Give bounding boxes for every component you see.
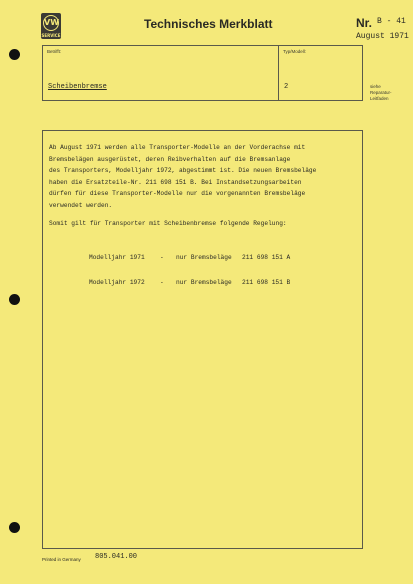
table-divider bbox=[278, 46, 279, 100]
type-label: Typ/Modell: bbox=[283, 49, 307, 54]
document-title: Technisches Merkblatt bbox=[144, 17, 273, 31]
body-line: verwendet werden. bbox=[49, 201, 113, 209]
logo-word: SERVICE bbox=[41, 33, 61, 38]
type-value: 2 bbox=[284, 83, 289, 91]
punch-hole bbox=[9, 522, 20, 533]
subject-value: Scheibenbremse bbox=[48, 83, 107, 91]
info-table bbox=[42, 45, 363, 101]
rule-year: Modelljahr 1971 bbox=[89, 254, 145, 261]
body-line: haben die Ersatzteile-Nr. 211 698 151 B. Bei Instandsetzungsarbeiten bbox=[49, 178, 302, 186]
rule-part: 211 698 151 A bbox=[242, 254, 291, 261]
side-note-line: Leitfaden bbox=[370, 96, 389, 101]
body-line: Somit gilt für Transporter mit Scheibenbremse folgende Regelung: bbox=[49, 220, 287, 227]
rule-text: nur Bremsbeläge bbox=[176, 254, 232, 261]
body-line: des Transporters, Modelljahr 1972, abgestimmt ist. Die neuen Bremsbeläge bbox=[49, 167, 317, 174]
printed-note: Printed in Germany bbox=[42, 557, 81, 562]
rule-text: nur Bremsbeläge bbox=[176, 279, 232, 286]
number-label: Nr. bbox=[356, 16, 373, 30]
paragraph-2 bbox=[49, 218, 361, 230]
logo-text: VW bbox=[44, 18, 60, 27]
rule-part: 211 698 151 B bbox=[242, 279, 291, 286]
paragraph-1 bbox=[49, 142, 361, 211]
side-note bbox=[370, 84, 392, 102]
body-line: Ab August 1971 werden alle Transporter-Modelle an der Vorderachse mit bbox=[49, 144, 306, 151]
side-note-line: Reparatur- bbox=[370, 90, 392, 95]
vw-service-logo bbox=[41, 13, 61, 39]
body-line: dürfen für diese Transporter-Modelle nur die vorgenannten Bremsbeläge bbox=[49, 190, 306, 197]
punch-hole bbox=[9, 49, 20, 60]
document-number: B - 41 bbox=[377, 17, 406, 26]
side-note-line: siehe bbox=[370, 84, 381, 89]
form-code: 805.041.00 bbox=[95, 553, 138, 561]
content-box bbox=[42, 130, 363, 549]
punch-hole bbox=[9, 294, 20, 305]
subject-label: Betrifft: bbox=[47, 49, 62, 54]
body-text bbox=[49, 142, 361, 237]
rule-dash: - bbox=[160, 279, 164, 286]
rule-dash: - bbox=[160, 254, 164, 261]
body-line: Bremsbelägen ausgerüstet, deren Reibverhalten auf die Bremsanlage bbox=[49, 155, 291, 163]
document-date: August 1971 bbox=[356, 32, 409, 41]
rule-year: Modelljahr 1972 bbox=[89, 279, 145, 286]
